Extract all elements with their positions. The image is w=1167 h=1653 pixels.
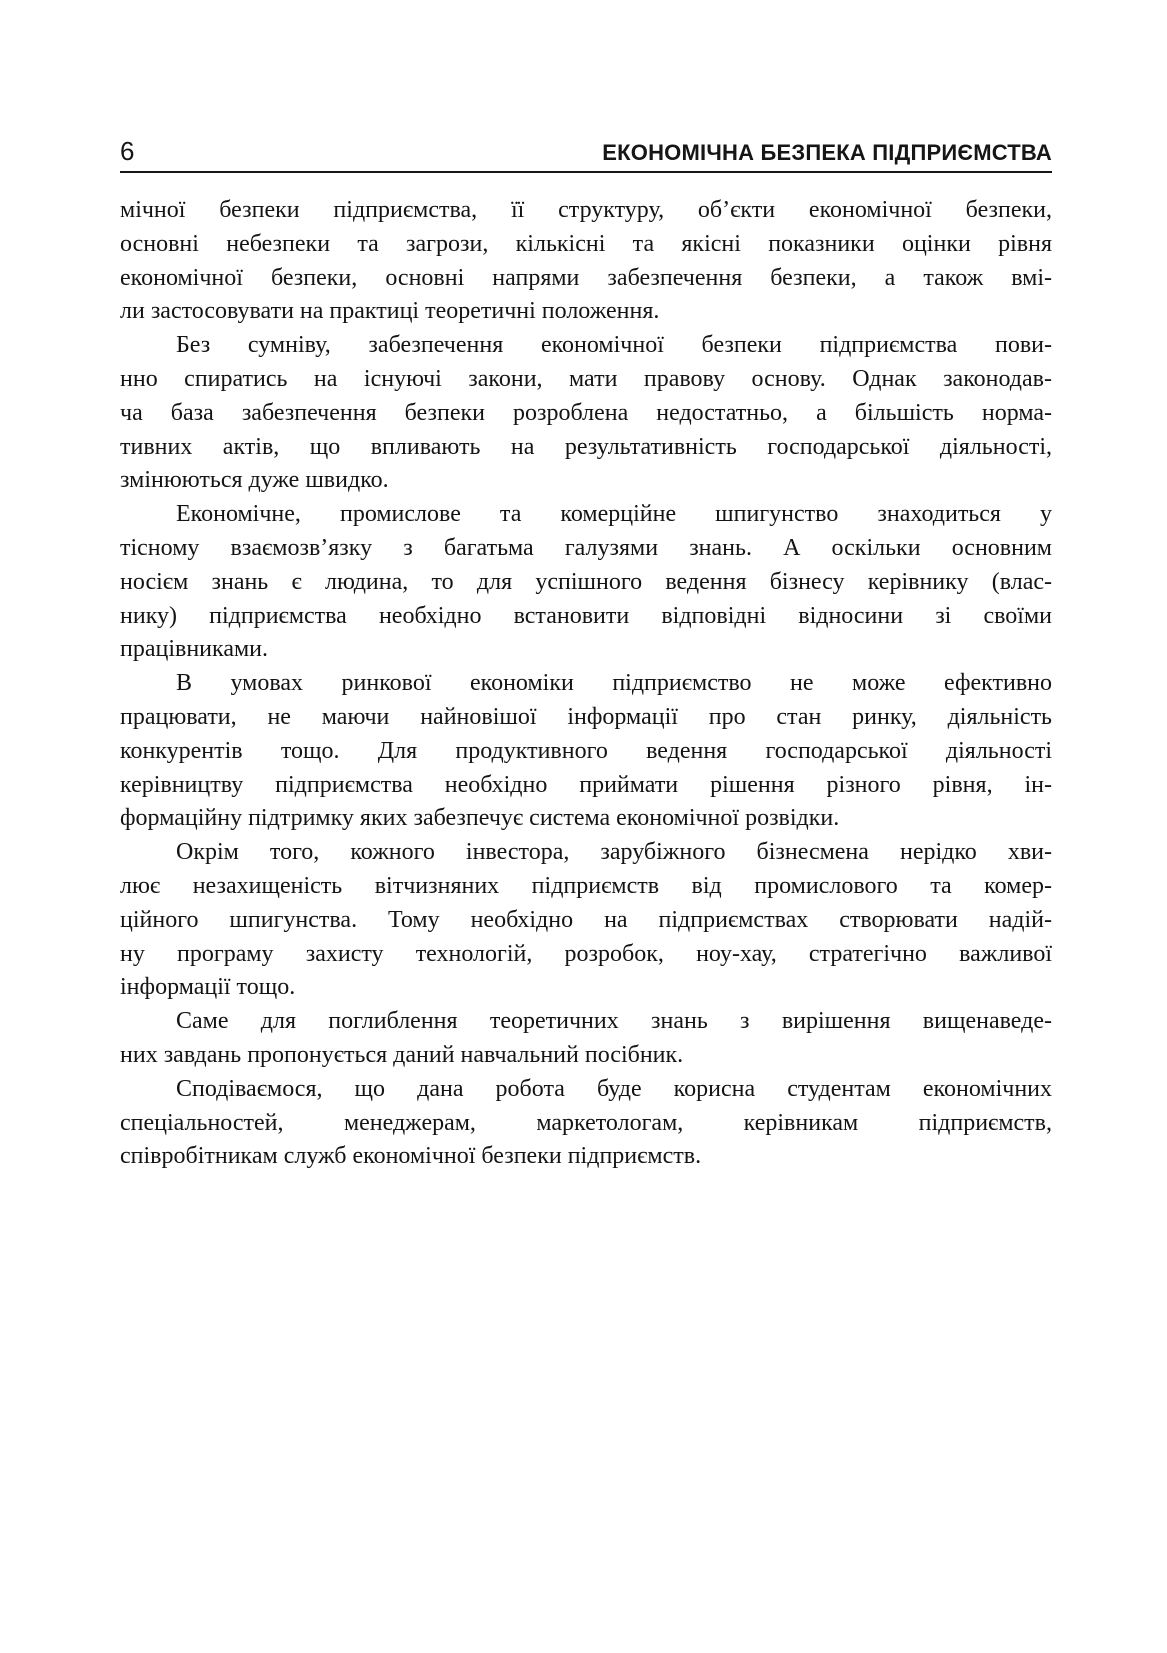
text-line: співробітникам служб економічної безпеки підприємств. (120, 1143, 702, 1170)
text-line: працювати, не маючи найновішої інформації про стан ринку, діяльність (120, 703, 1052, 730)
text-line: тивних актів, що впливають на результативність господарської діяльності, (120, 433, 1052, 460)
text-line: конкурентів тощо. Для продуктивного ведення господарської діяльності (120, 737, 1052, 764)
page-content (120, 138, 1052, 1174)
text-line: формаційну підтримку яких забезпечує система економічної розвідки. (120, 805, 840, 832)
paragraph (120, 1005, 1052, 1073)
text-line: ну програму захисту технологій, розробок, ноу-хау, стратегічно важливої (120, 940, 1052, 967)
text-line: тісному взаємозв’язку з багатьма галузями знань. А оскільки основним (120, 534, 1052, 561)
paragraph (120, 329, 1052, 498)
text-line: керівництву підприємства необхідно приймати рішення різного рівня, ін- (120, 771, 1052, 798)
text-line: ча база забезпечення безпеки розроблена недостатньо, а більшість норма- (120, 399, 1052, 426)
text-line: спеціальностей, менеджерам, маркетологам, керівникам підприємств, (120, 1109, 1052, 1136)
text-line: лює незахищеність вітчизняних підприємств від промислового та комер- (120, 872, 1052, 899)
text-line: змінюються дуже швидко. (120, 467, 389, 494)
running-title: ЕКОНОМІЧНА БЕЗПЕКА ПІДПРИЄМСТВА (602, 140, 1052, 165)
text-line: Саме для поглиблення теоретичних знань з вирішення вищенаведе- (176, 1008, 1052, 1035)
text-line: економічної безпеки, основні напрями забезпечення безпеки, а також вмі- (120, 264, 1052, 291)
text-line: Сподіваємося, що дана робота буде корисна студентам економічних (176, 1075, 1052, 1102)
text-line: них завдань пропонується даний навчальний посібник. (120, 1041, 684, 1068)
page-header (120, 138, 1052, 173)
text-line: нно спиратись на існуючі закони, мати правову основу. Однак законодав- (120, 365, 1052, 392)
text-line: працівниками. (120, 636, 269, 663)
text-line: Без сумніву, забезпечення економічної безпеки підприємства пови- (176, 332, 1052, 359)
text-line: основні небезпеки та загрози, кількісні та якісні показники оцінки рівня (120, 230, 1052, 257)
paragraph (120, 194, 1052, 329)
text-line: ли застосовувати на практиці теоретичні положення. (120, 298, 660, 325)
paragraph (120, 836, 1052, 1005)
text-line: мічної безпеки підприємства, її структуру, об’єкти економічної безпеки, (120, 197, 1052, 223)
paragraph (120, 667, 1052, 836)
text-line: ційного шпигунства. Тому необхідно на підприємствах створювати надій- (120, 906, 1052, 933)
body-text (120, 194, 1052, 1174)
text-line: В умовах ринкової економіки підприємство не може ефективно (176, 670, 1052, 697)
text-line: нику) підприємства необхідно встановити відповідні відносини зі своїми (120, 602, 1052, 629)
page-number: 6 (120, 136, 135, 166)
text-line: інформації тощо. (120, 974, 296, 1001)
paragraph (120, 498, 1052, 667)
text-line: Окрім того, кожного інвестора, зарубіжного бізнесмена нерідко хви- (176, 839, 1052, 866)
paragraph (120, 1073, 1052, 1174)
text-line: Економічне, промислове та комерційне шпигунство знаходиться у (176, 501, 1052, 528)
text-line: носієм знань є людина, то для успішного ведення бізнесу керівнику (влас- (120, 568, 1052, 595)
